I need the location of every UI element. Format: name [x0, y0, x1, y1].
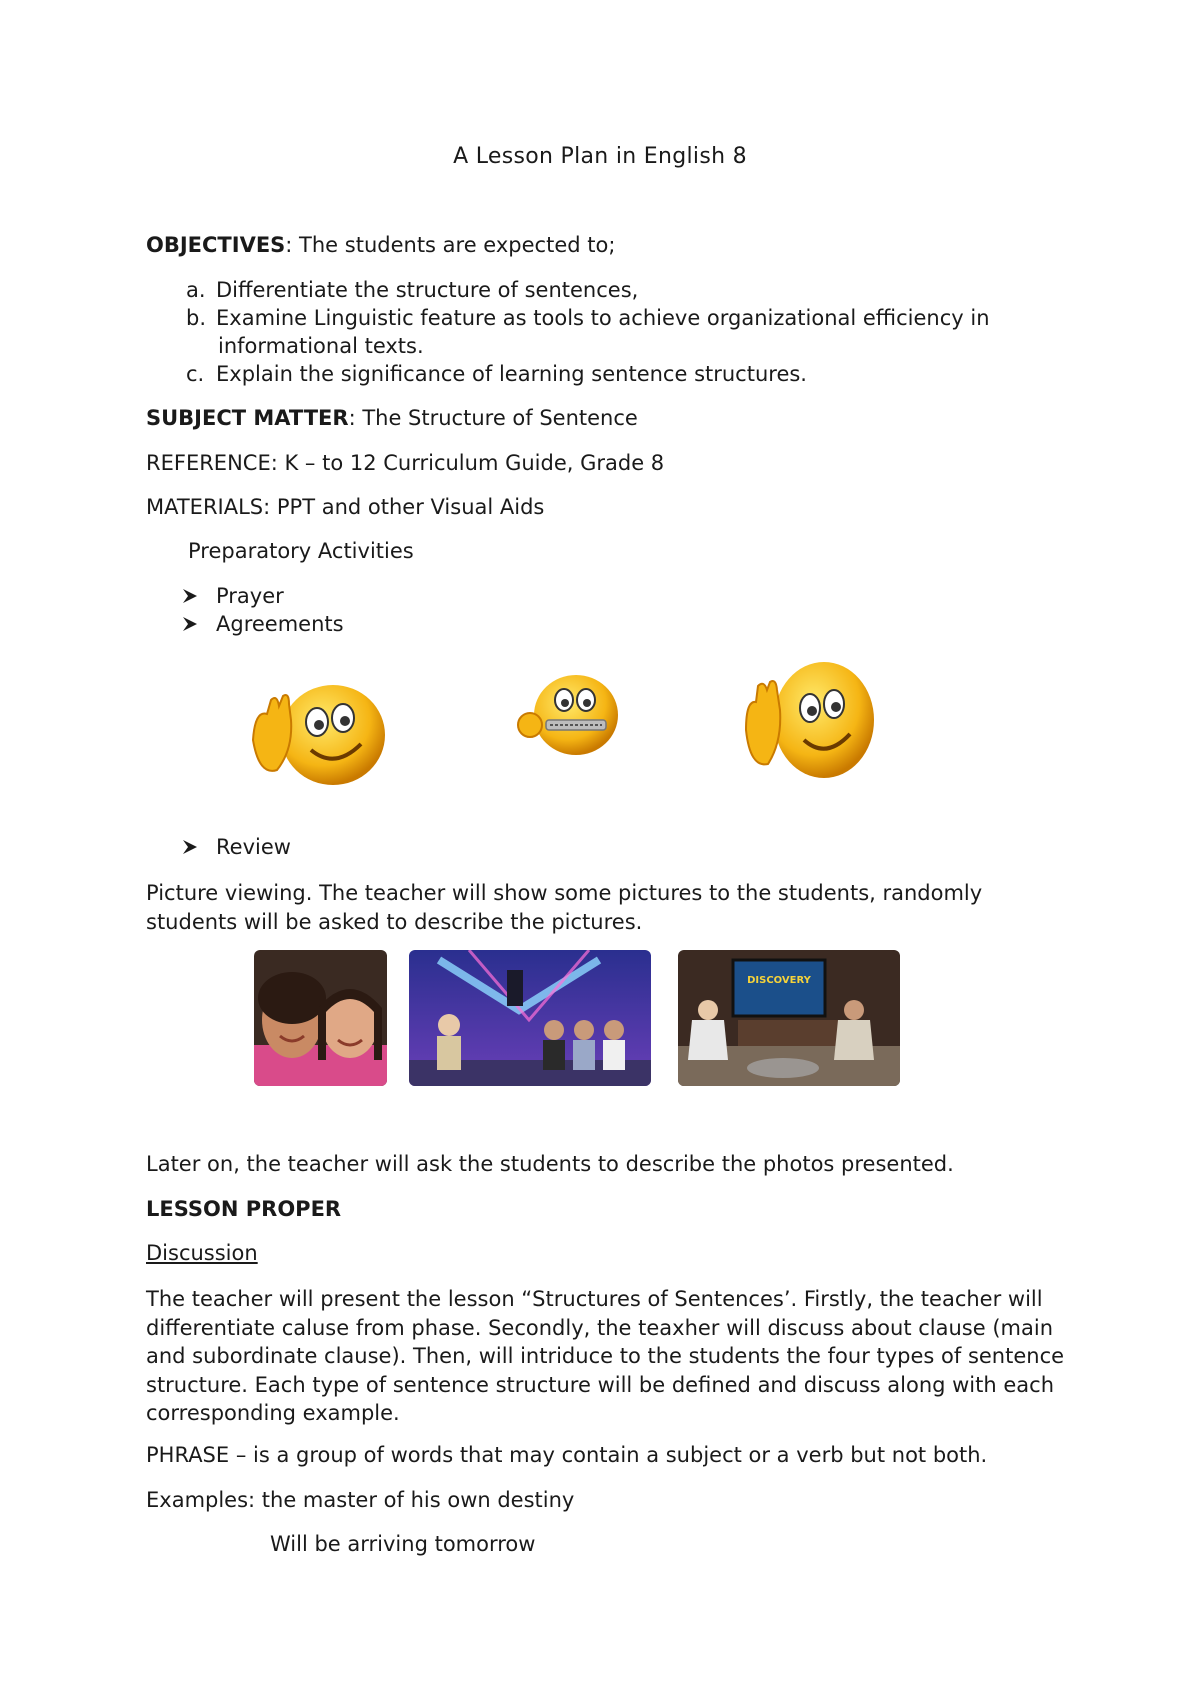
svg-text:DISCOVERY: DISCOVERY: [747, 975, 811, 986]
objectives-line: [146, 233, 615, 257]
objectives-intro: : The students are expected to;: [285, 233, 616, 257]
later-line: Later on, the teacher will ask the students to describe the photos presented.: [146, 1152, 954, 1176]
subject-matter-label: SUBJECT MATTER: [146, 406, 349, 430]
materials-line: MATERIALS: PPT and other Visual Aids: [146, 495, 545, 519]
objective-marker: b.: [186, 306, 207, 330]
examples-line: Examples: the master of his own destiny: [146, 1488, 575, 1512]
bullet-prayer: [182, 584, 284, 608]
objective-item-b: [186, 306, 990, 330]
preparatory-heading: Preparatory Activities: [188, 539, 414, 563]
photo-tv-show-stage: [409, 950, 651, 1086]
bullet-agreements: [182, 612, 344, 636]
arrow-bullet-icon: [182, 839, 198, 855]
objective-marker: a.: [186, 278, 206, 302]
example-two: Will be arriving tomorrow: [270, 1532, 536, 1556]
objective-item-c: [186, 362, 807, 386]
photo-mother-daughter: [254, 950, 387, 1086]
bullet-review: [182, 835, 291, 859]
objective-text: Examine Linguistic feature as tools to achieve organizational efficiency in: [216, 306, 990, 330]
objective-item-b-continued: informational texts.: [218, 334, 424, 358]
objectives-label: OBJECTIVES: [146, 233, 286, 257]
page-title: A Lesson Plan in English 8: [453, 144, 747, 169]
subject-matter-line: [146, 406, 638, 430]
review-paragraph: Picture viewing. The teacher will show some pictures to the students, randomly students will be asked to describe the pictures.: [146, 881, 983, 934]
lesson-proper-heading: LESSON PROPER: [146, 1197, 342, 1221]
zipped-mouth-smiley-icon: [510, 670, 630, 760]
objective-marker: c.: [186, 362, 205, 386]
objective-text: Explain the significance of learning sentence structures.: [216, 362, 807, 386]
photo-interview-set: [678, 950, 900, 1086]
phrase-definition: PHRASE – is a group of words that may contain a subject or a verb but not both.: [146, 1443, 988, 1467]
reference-line: REFERENCE: K – to 12 Curriculum Guide, Grade 8: [146, 451, 665, 475]
objective-text: Differentiate the structure of sentences,: [216, 278, 639, 302]
discussion-subheading: Discussion: [146, 1241, 258, 1265]
bullet-text: Prayer: [216, 584, 284, 608]
objective-item-a: [186, 278, 638, 302]
arrow-bullet-icon: [182, 616, 198, 632]
waving-smiley-icon: [245, 680, 395, 790]
subject-matter-text: : The Structure of Sentence: [348, 406, 638, 430]
waving-smiley-icon: [740, 660, 880, 785]
discussion-paragraph: The teacher will present the lesson “Structures of Sentences’. Firstly, the teacher will differentiate caluse from phase. Secondly, the teaxher will discuss about clause (main and subordinate clause). Then, will intriduce to the students the four types of sentence structure. Each type of sentence structure will be defined and discuss along with each corresponding example.: [146, 1287, 1065, 1425]
arrow-bullet-icon: [182, 588, 198, 604]
bullet-text: Review: [216, 835, 291, 859]
bullet-text: Agreements: [216, 612, 344, 636]
